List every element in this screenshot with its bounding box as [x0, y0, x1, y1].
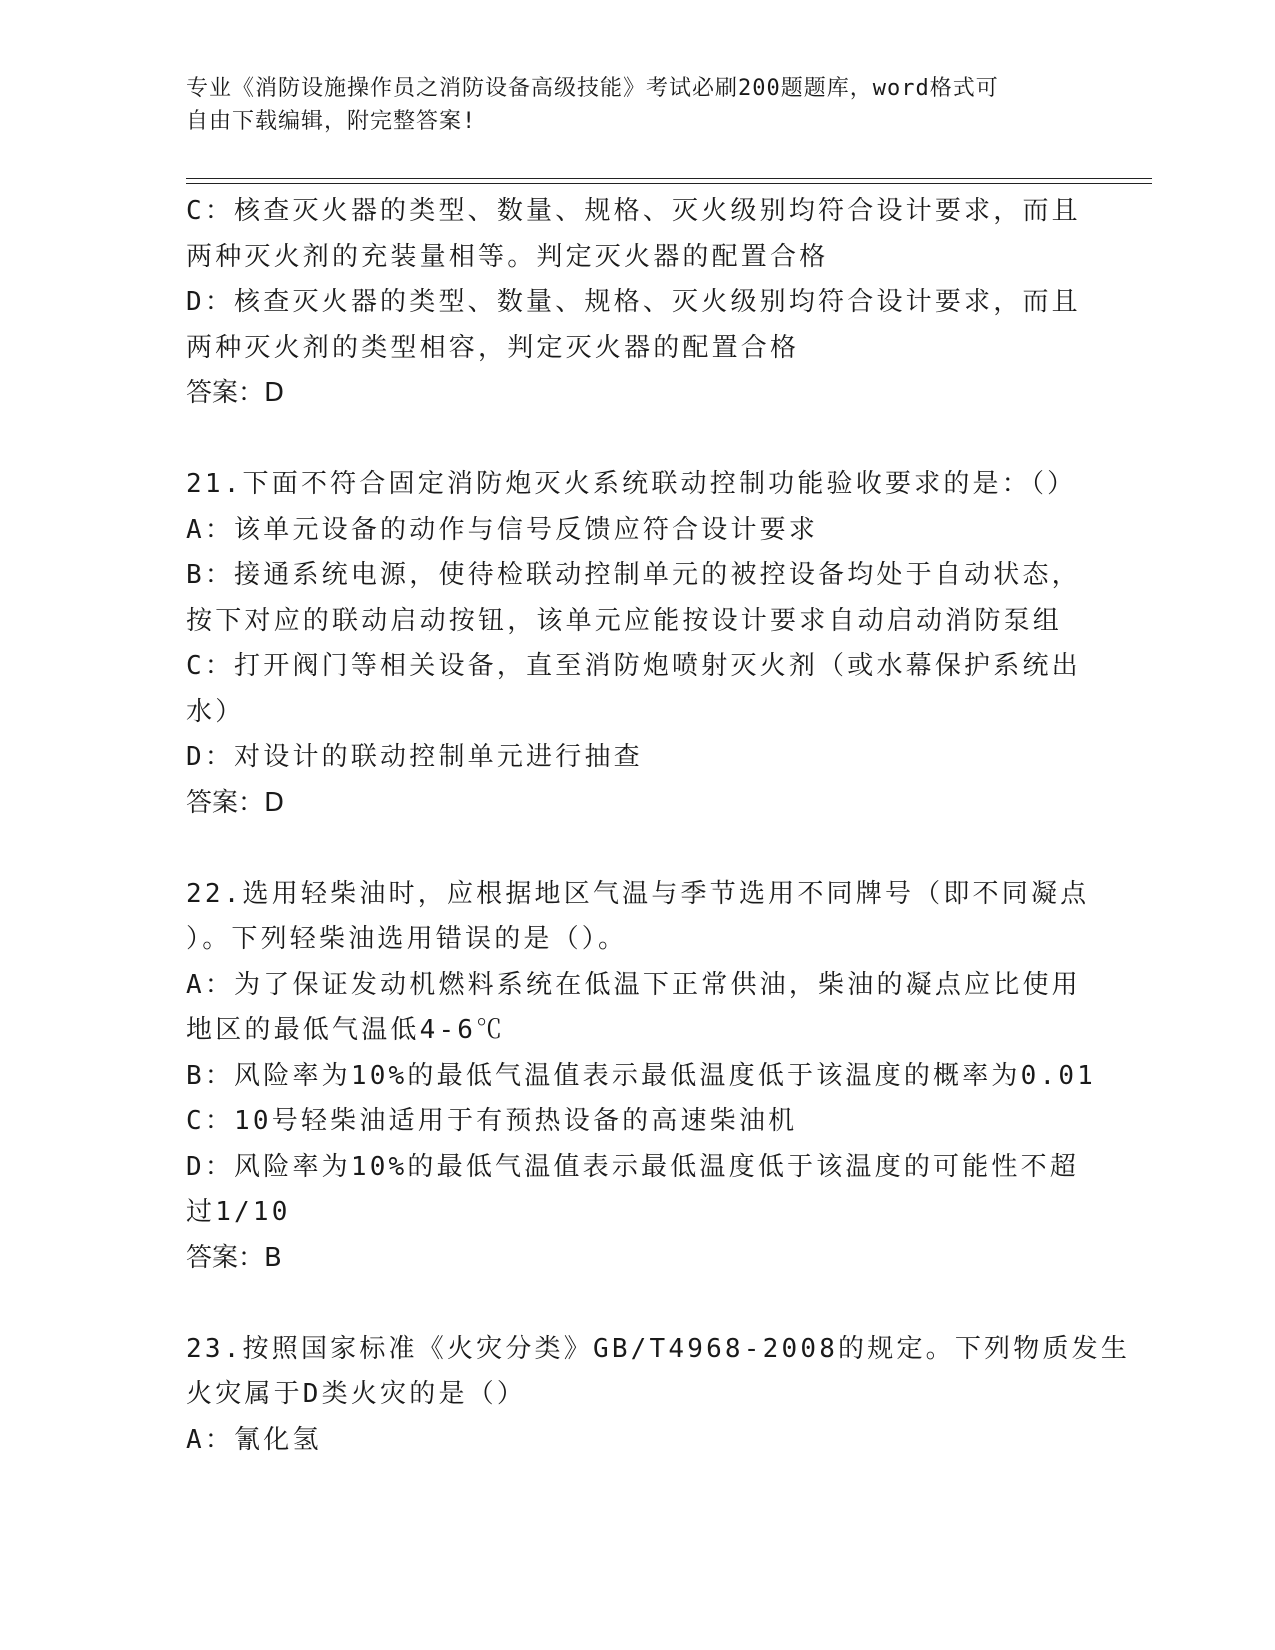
header-divider-bottom [186, 183, 1152, 184]
question-stem-line2: 火灾属于D类火灾的是（） [186, 1379, 527, 1409]
option-c-line1: C：核查灭火器的类型、数量、规格、灭火级别均符合设计要求，而且 [186, 196, 1081, 226]
document-header [186, 72, 1066, 138]
header-title-line1: 专业《消防设施操作员之消防设备高级技能》考试必刷200题题库，word格式可 [186, 76, 999, 101]
option-b: B：风险率为10%的最低气温值表示最低温度低于该温度的概率为0.01 [186, 1060, 1097, 1091]
answer: 答案：D [186, 378, 285, 408]
spacer [186, 826, 1086, 872]
spacer [186, 417, 1086, 463]
option-a-line1: A：为了保证发动机燃料系统在低温下正常供油，柴油的凝点应比使用 [186, 969, 1081, 1000]
option-d-line1: D：风险率为10%的最低气温值表示最低温度低于该温度的可能性不超 [186, 1151, 1080, 1182]
answer: 答案：B [186, 1242, 282, 1273]
option-c-line2: 水） [186, 696, 245, 727]
document-body [186, 189, 1131, 1463]
option-c: C：10号轻柴油适用于有预热设备的高速柴油机 [186, 1106, 798, 1136]
spacer [186, 1281, 1086, 1327]
question-21 [186, 462, 1086, 826]
option-c-line2: 两种灭火剂的充装量相等。判定灭火器的配置合格 [186, 241, 829, 272]
question-stem-line1: 23.按照国家标准《火灾分类》GB/T4968-2008的规定。下列物质发生 [186, 1333, 1131, 1364]
option-b-line1: B：接通系统电源，使待检联动控制单元的被控设备均处于自动状态， [186, 560, 1081, 590]
header-title-line2: 自由下载编辑，附完整答案! [186, 109, 477, 134]
option-c-line1: C：打开阀门等相关设备，直至消防炮喷射灭火剂（或水幕保护系统出 [186, 651, 1081, 681]
answer: 答案：D [186, 787, 285, 818]
option-d-line2: 过1/10 [186, 1197, 291, 1227]
option-b-line2: 按下对应的联动启动按钮，该单元应能按设计要求自动启动消防泵组 [186, 605, 1063, 636]
header-divider-top [186, 178, 1152, 179]
option-d-line2: 两种灭火剂的类型相容，判定灭火器的配置合格 [186, 332, 800, 363]
question-stem-line2: ）。下列轻柴油选用错误的是（）。 [186, 924, 628, 954]
question-22 [186, 872, 1097, 1282]
option-d: D：对设计的联动控制单元进行抽查 [186, 742, 643, 772]
option-a-line2: 地区的最低气温低4-6℃ [186, 1015, 506, 1045]
question-20 [186, 189, 1086, 417]
question-stem: 21.下面不符合固定消防炮灭火系统联动控制功能验收要求的是：（） [186, 469, 1077, 499]
option-a: A：该单元设备的动作与信号反馈应符合设计要求 [186, 514, 819, 545]
question-23 [186, 1327, 1131, 1464]
option-a: A：氰化氢 [186, 1424, 322, 1455]
option-d-line1: D：核查灭火器的类型、数量、规格、灭火级别均符合设计要求，而且 [186, 287, 1081, 317]
question-stem-line1: 22.选用轻柴油时，应根据地区气温与季节选用不同牌号（即不同凝点 [186, 878, 1090, 909]
